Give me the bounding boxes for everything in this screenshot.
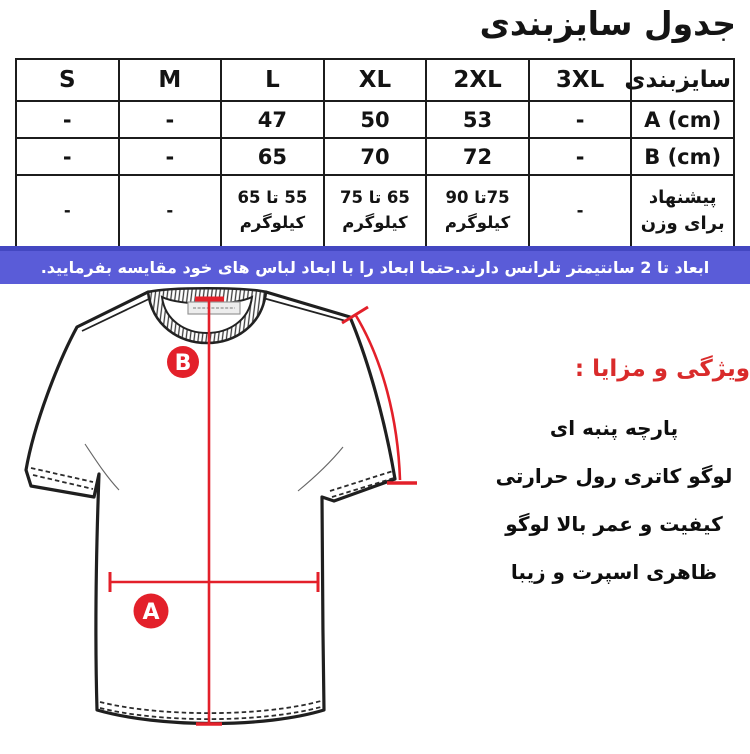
cell-a-s: - bbox=[16, 101, 119, 138]
table-row-a bbox=[16, 101, 734, 138]
marker-b-letter: B bbox=[174, 351, 192, 376]
cell-w-3xl: - bbox=[529, 175, 632, 247]
cell-b-s: - bbox=[16, 138, 119, 175]
cell-b-m: - bbox=[119, 138, 222, 175]
cell-w-xl: 65 تا 75 کیلوگرم bbox=[324, 175, 427, 247]
features-section bbox=[478, 356, 750, 608]
cell-w-m: - bbox=[119, 175, 222, 247]
col-header-2xl: 2XL bbox=[426, 59, 529, 101]
cell-w-2xl: 75تا 90 کیلوگرم bbox=[426, 175, 529, 247]
cell-w-s: - bbox=[16, 175, 119, 247]
cell-b-l: 65 bbox=[221, 138, 324, 175]
cell-a-2xl: 53 bbox=[426, 101, 529, 138]
col-header-3xl: 3XL bbox=[529, 59, 632, 101]
cell-a-m: - bbox=[119, 101, 222, 138]
size-table-header-row bbox=[16, 59, 734, 101]
tshirt-diagram bbox=[0, 283, 470, 750]
features-heading bbox=[478, 356, 750, 385]
tshirt-diagram-svg bbox=[0, 283, 470, 750]
collar-label bbox=[188, 302, 240, 314]
col-header-xl: XL bbox=[324, 59, 427, 101]
corner-label: سایزبندی bbox=[631, 59, 734, 101]
cell-b-2xl: 72 bbox=[426, 138, 529, 175]
cell-b-3xl: - bbox=[529, 138, 632, 175]
feature-item-quality: کیفیت و عمر بالا لوگو bbox=[505, 512, 723, 536]
row-label-a: A (cm) bbox=[631, 101, 734, 138]
tolerance-notice-text: ابعاد تا 2 سانتیمتر تلرانس دارند.حتما ابعاد را با ابعاد لباس های خود مقایسه بفرمایید. bbox=[40, 258, 710, 277]
row-label-b: B (cm) bbox=[631, 138, 734, 175]
cell-a-l: 47 bbox=[221, 101, 324, 138]
table-row-b bbox=[16, 138, 734, 175]
cell-w-l: 55 تا 65 کیلوگرم bbox=[221, 175, 324, 247]
col-header-s: S bbox=[16, 59, 119, 101]
feature-item-appearance: ظاهری اسپرت و زیبا bbox=[510, 560, 718, 584]
col-header-m: M bbox=[119, 59, 222, 101]
size-table bbox=[15, 58, 735, 248]
row-label-weight: پیشنهاد برای وزن bbox=[631, 175, 734, 247]
features-heading-text: ویژگی و مزایا : bbox=[574, 356, 750, 382]
marker-a bbox=[134, 594, 169, 629]
marker-b bbox=[167, 346, 199, 378]
table-row-weight bbox=[16, 175, 734, 247]
page-title: جدول سایزبندی bbox=[479, 4, 736, 43]
shirt-outline bbox=[26, 292, 395, 724]
cell-a-xl: 50 bbox=[324, 101, 427, 138]
col-header-l: L bbox=[221, 59, 324, 101]
tolerance-notice-banner bbox=[0, 246, 750, 284]
marker-a-letter: A bbox=[142, 600, 160, 625]
feature-item-fabric: پارچه پنبه ای bbox=[549, 416, 679, 440]
feature-item-logo-type: لوگو کاتری رول حرارتی bbox=[495, 464, 733, 488]
cell-b-xl: 70 bbox=[324, 138, 427, 175]
cell-a-3xl: - bbox=[529, 101, 632, 138]
